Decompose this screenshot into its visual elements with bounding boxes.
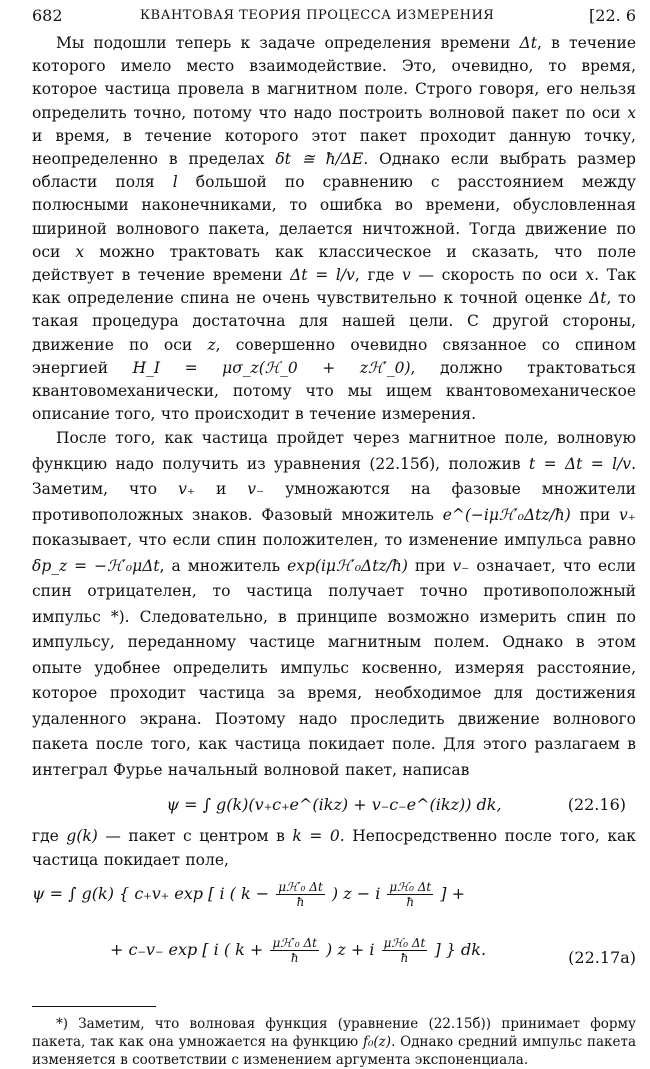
equation-22-16 — [32, 787, 636, 823]
formula: k = 0 — [292, 827, 340, 846]
text: , где — [354, 266, 402, 285]
paragraph-1 — [32, 32, 636, 426]
formula: Δt — [589, 289, 607, 308]
formula: δt ≅ ħ/ΔE — [275, 150, 364, 169]
denominator: ħ — [400, 950, 409, 965]
eq-part: ψ = ∫ g(k) { c₊v₊ exp [ i ( k − — [32, 883, 270, 903]
formula: t = Δt = l/v — [528, 454, 632, 473]
page — [32, 6, 636, 1069]
eq-part: ] } dk. — [434, 939, 487, 959]
footnote — [32, 1015, 636, 1069]
equation-number: (22.17а) — [568, 947, 636, 967]
formula: e^(−iμℋ′₀Δtz/ħ) — [442, 505, 571, 524]
formula: δp_z = −ℋ′₀μΔt — [32, 556, 160, 575]
text: . Однако если выбрать размер области поля — [32, 150, 636, 192]
text: Мы подошли теперь к задаче определения времени — [56, 34, 520, 52]
formula: z — [207, 335, 216, 354]
formula: v₊ — [619, 505, 636, 524]
numerator: μℋ′₀ Δt — [278, 879, 323, 894]
equation-line-2 — [110, 936, 486, 965]
equation-number: (22.16) — [567, 795, 626, 815]
footnote-separator — [32, 1006, 156, 1007]
formula: g(k) — [66, 827, 98, 846]
running-title: КВАНТОВАЯ ТЕОРИЯ ПРОЦЕССА ИЗМЕРЕНИЯ — [140, 8, 495, 23]
denominator: ħ — [290, 950, 299, 965]
numerator: μℋ′₀ Δt — [272, 935, 317, 950]
text: . Заметим, что — [32, 454, 636, 499]
formula: H_I = μσ_z(ℋ_0 + zℋ′_0) — [132, 358, 411, 377]
formula: x — [75, 242, 85, 261]
section-number: [22. 6 — [589, 6, 636, 25]
equation-22-17a — [32, 874, 636, 992]
text: при — [407, 556, 453, 575]
text: и время, в течение которого этот пакет проходит данную точку, неопределенно в пределах — [32, 126, 636, 169]
text: показывает, что если спин положителен, то изменение импульса равно — [32, 531, 636, 550]
page-number: 682 — [32, 6, 63, 25]
text: — пакет с центром в — [97, 827, 293, 846]
formula: v₋ — [247, 480, 265, 499]
eq-part: + c₋v₋ exp [ i ( k + — [110, 939, 264, 959]
text: *) Заметим, что волновая функция (уравнение (22.15б)) принимает форму пакета, так как она умножается на функцию — [32, 1015, 636, 1050]
text: , должно трактоваться квантовомеханически, потому что мы ищем квантовомеханическое описание того, что происходит в течение измерения. — [32, 358, 636, 424]
text: где — [32, 827, 67, 846]
text: можно трактовать как классическое и сказать, что поле действует в течение времени — [32, 242, 636, 285]
text: , то такая процедура достаточна для нашей цели. С другой стороны, движение по оси — [32, 289, 636, 354]
text: . Так как определение спина не очень чувствительно к точной оценке — [32, 266, 637, 308]
eq-part: ) z − i — [331, 883, 381, 903]
text: и — [195, 480, 248, 499]
text: — скорость по оси — [410, 266, 586, 285]
numerator: μℋ₀ Δt — [383, 935, 426, 950]
formula: f₀(z) — [363, 1033, 392, 1050]
eq-part: ) z + i — [326, 939, 375, 959]
fraction — [276, 880, 325, 909]
denominator: ħ — [406, 894, 415, 909]
text: умножаются на фазовые множители противоположных знаков. Фазовый множитель — [32, 480, 637, 524]
equation-body: ψ = ∫ g(k)(v₊c₊e^(ikz) + v₋c₋e^(ikz)) dk, — [166, 795, 502, 815]
text: , а множитель — [159, 556, 288, 575]
denominator: ħ — [296, 894, 305, 909]
formula: Δt — [519, 34, 537, 52]
paragraph-3 — [32, 825, 636, 871]
fraction — [387, 880, 433, 909]
text: при — [570, 505, 620, 524]
fraction — [270, 936, 319, 965]
text: большой по сравнению с расстоянием между полюсными наконечниками, то ошибка во времени, обусловленная шириной волнового пакета, делается ничтожной. Тогда движение по оси — [32, 173, 636, 261]
formula: l — [172, 173, 178, 192]
fraction — [382, 936, 428, 965]
text: . Непосредственно после того, как частица покидает поле, — [32, 827, 636, 869]
text: означает, что если спин отрицателен, то частица получает точно противоположный импульс *). Следовательно, в принципе возможно измерить спин по импульсу, переданному частице магнитным полем. Однако в этом опыте удобнее определить импульс косвенно, измеряя расстояние, которое проходит частица за время, необходимое для достижения удаленного экрана. Поэтому надо проследить движение волнового пакета после того, как частица покидает поле. Для этого разлагаем в интеграл Фурье начальный волновой пакет, написав — [32, 556, 636, 779]
running-header — [32, 6, 636, 32]
text: , совершенно очевидно связанное со спином энергией — [32, 335, 637, 377]
formula: x — [627, 103, 636, 122]
numerator: μℋ₀ Δt — [389, 879, 432, 894]
formula: Δt = l/v — [290, 266, 355, 285]
paragraph-2 — [32, 426, 636, 783]
formula: v₊ — [178, 480, 196, 499]
text: , в течение которого имело место взаимодействие. Это, очевидно, то время, которое частица провела в магнитном поле. Строго говоря, его нельзя определить точно, потому что надо построить волновой пакет по оси — [32, 34, 636, 122]
formula: exp(iμℋ′₀Δtz/ħ) — [287, 556, 408, 575]
eq-part: ] + — [440, 883, 466, 903]
text: После того, как частица пройдет через магнитное поле, волновую функцию надо получить из уравнения (22.15б), положив — [32, 429, 636, 473]
text: . Однако средний импульс пакета изменяется в соответствии с изменением аргумента экспоненциала. — [32, 1033, 636, 1068]
formula: v₋ — [452, 556, 470, 575]
formula: x — [585, 266, 595, 285]
equation-line-1 — [32, 880, 465, 909]
formula: v — [402, 266, 411, 285]
